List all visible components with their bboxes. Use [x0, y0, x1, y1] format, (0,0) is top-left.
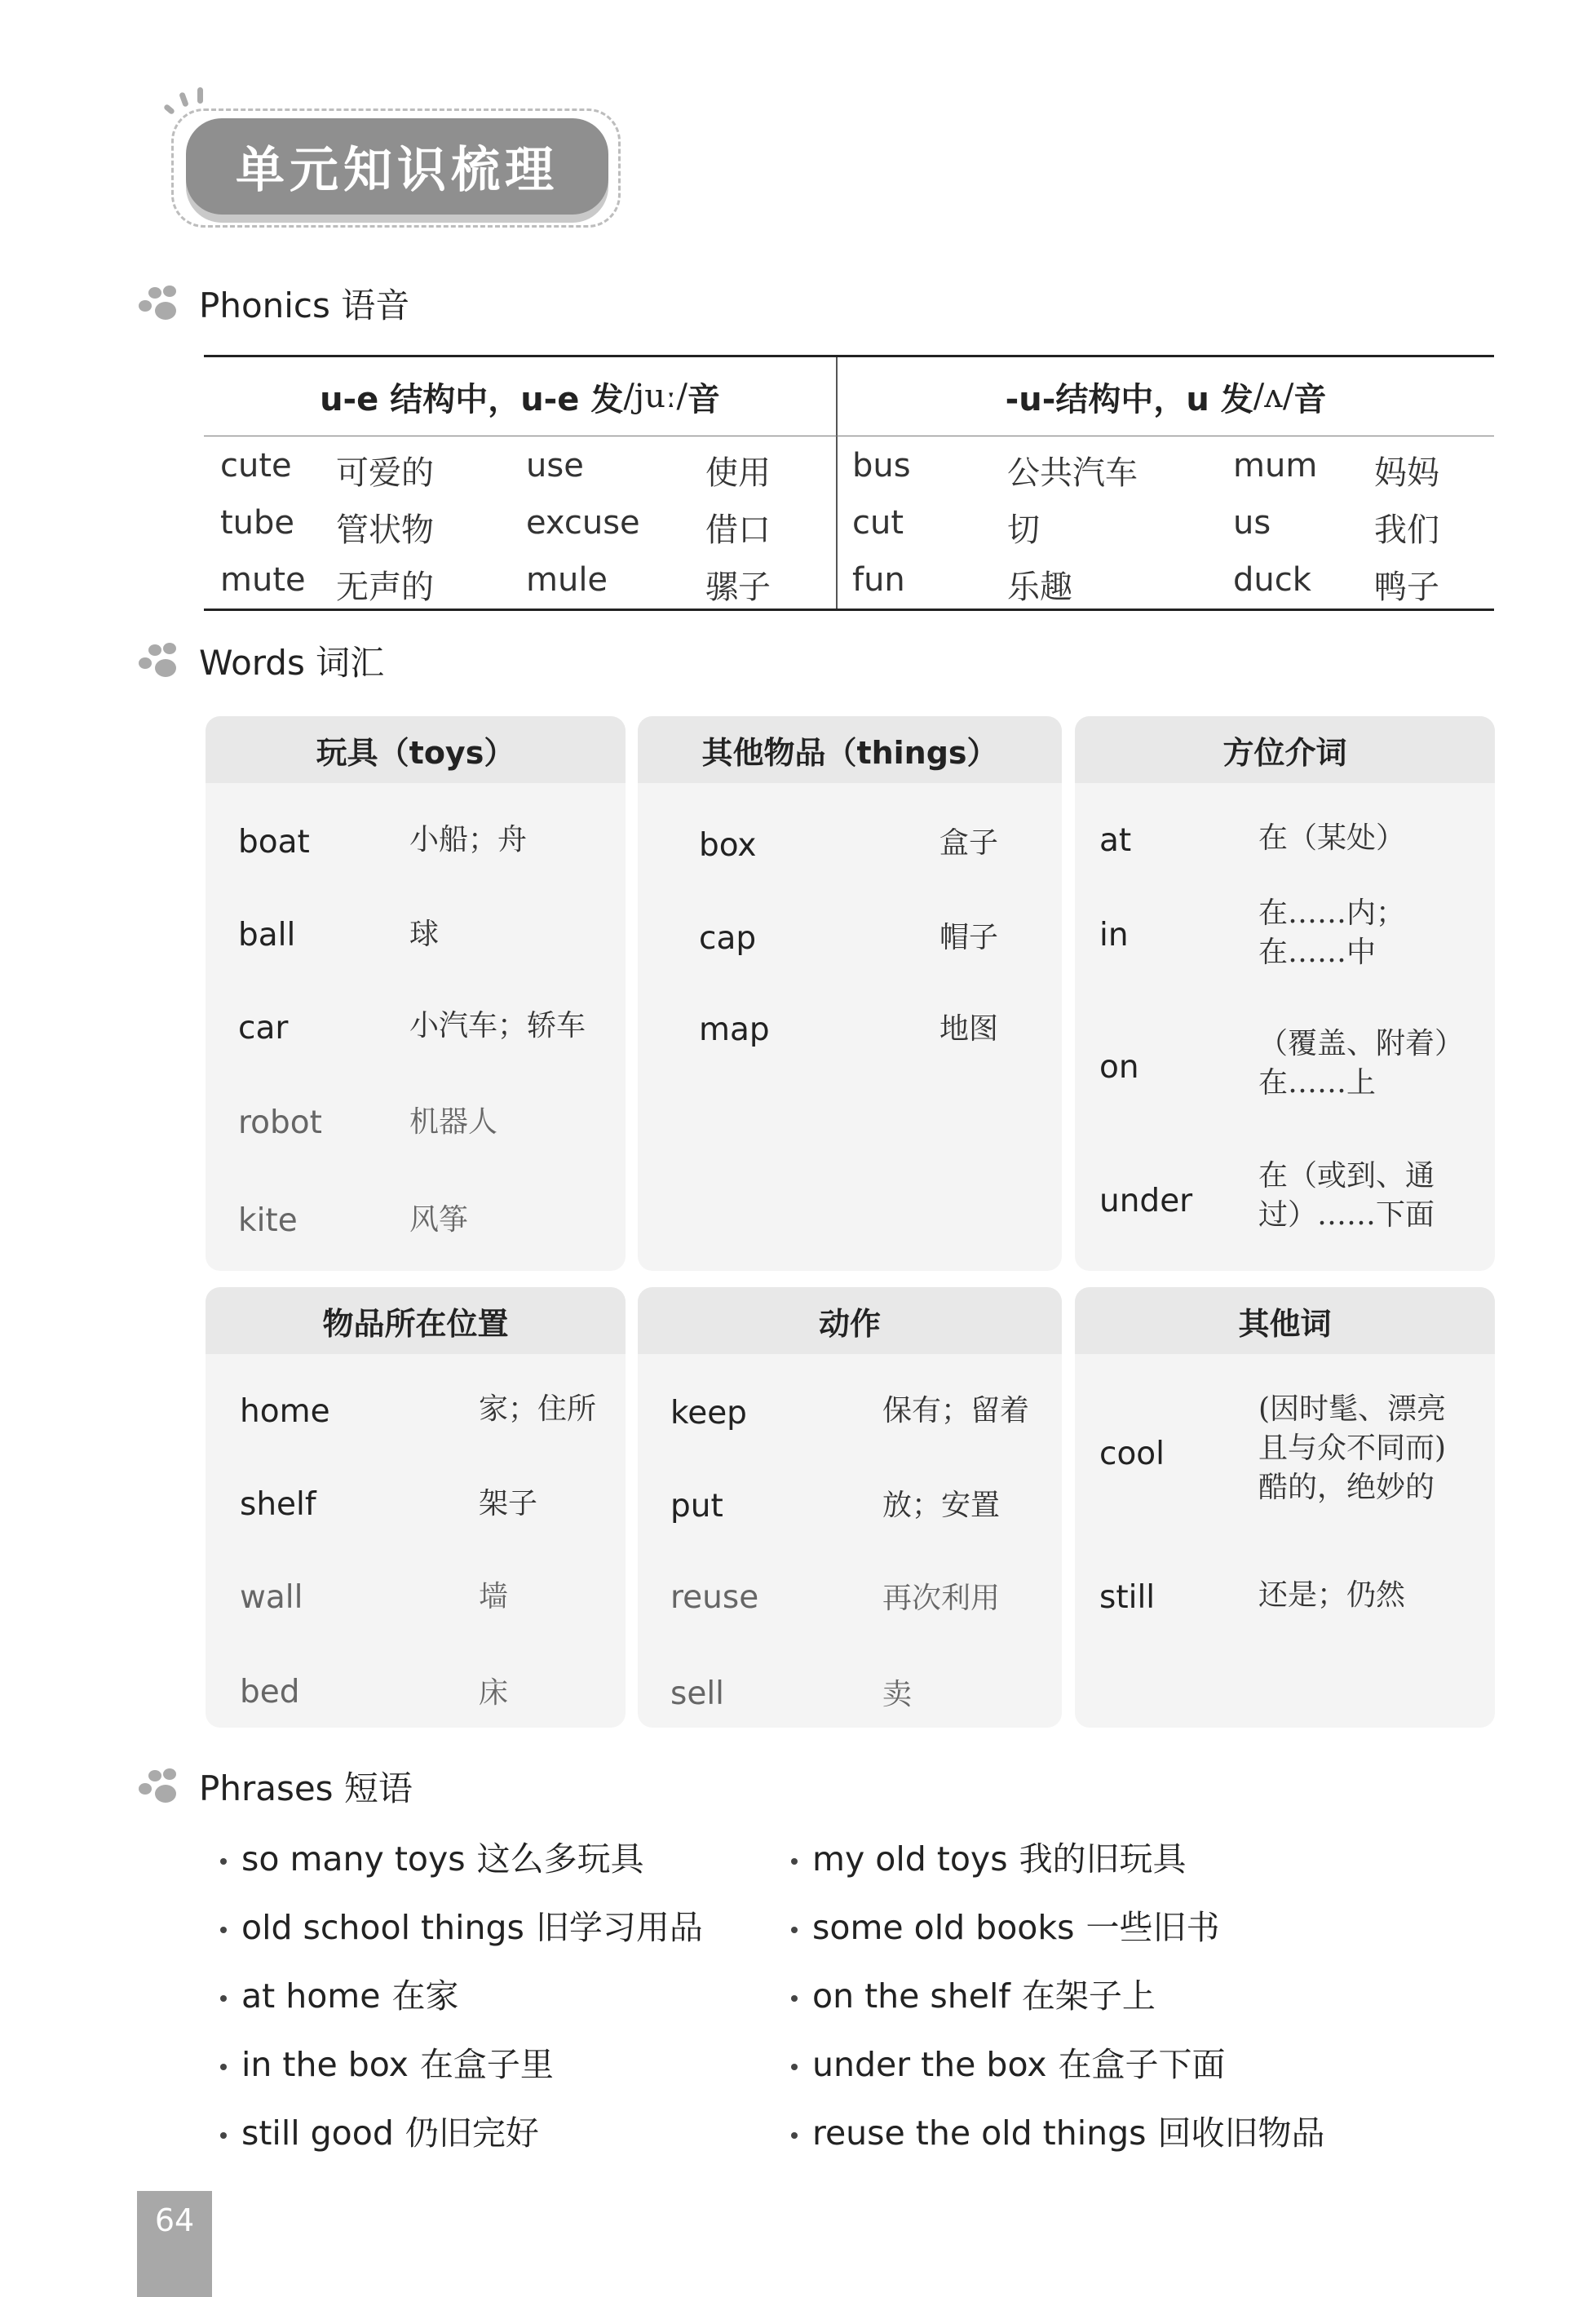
phrase-cn: 回收旧物品	[1157, 2113, 1325, 2153]
section-heading-phonics	[139, 279, 409, 328]
phrase-cn: 在家	[391, 1976, 459, 2016]
phrase-item	[791, 1832, 1187, 1880]
phrase-cn: 仍旧完好	[405, 2113, 539, 2153]
word-en: cool	[1099, 1436, 1165, 1472]
word-en: on	[1099, 1049, 1139, 1086]
phrase-cn: 这么多玩具	[476, 1839, 644, 1879]
word-box-title: 其他物品（things）	[638, 716, 1062, 783]
phrase-cn: 一些旧书	[1085, 1908, 1220, 1947]
word-box-things	[638, 716, 1062, 1271]
phonics-meaning: 可爱的	[336, 454, 434, 492]
word-box-places	[206, 1287, 626, 1728]
word-box-toys	[206, 716, 626, 1271]
word-cn: 放；安置	[882, 1489, 1001, 1522]
word-box-title: 方位介词	[1075, 716, 1495, 783]
phonics-word: cut	[852, 504, 904, 542]
word-box-others	[1075, 1287, 1495, 1728]
phonics-word: bus	[852, 447, 911, 485]
word-cn: 在……中	[1258, 936, 1377, 969]
phonics-word: mute	[220, 561, 306, 599]
phrase-en: my old toys	[812, 1839, 1008, 1879]
section-heading-words	[139, 636, 384, 685]
word-cn: 架子	[479, 1487, 538, 1520]
word-cn: 小汽车；轿车	[409, 1009, 586, 1042]
word-cn: 还是；仍然	[1258, 1578, 1406, 1612]
phonics-meaning: 妈妈	[1374, 454, 1439, 492]
phrase-cn: 在架子上	[1021, 1976, 1156, 2016]
phrase-cn: 在盒子里	[419, 2045, 554, 2084]
word-cn: (因时髦、漂亮	[1258, 1392, 1447, 1426]
word-cn: 且与众不同而)	[1258, 1432, 1447, 1465]
phonics-meaning: 借口	[705, 511, 771, 549]
phonics-word: fun	[852, 561, 905, 599]
ipa-symbol: /juː/	[623, 378, 687, 415]
bullet-icon	[220, 2064, 227, 2070]
paw-icon	[139, 1768, 181, 1804]
word-box-actions	[638, 1287, 1062, 1728]
phonics-word: mule	[526, 561, 608, 599]
header-text: 音	[1293, 380, 1327, 418]
phrase-en: old school things	[241, 1908, 524, 1947]
word-box-title: 其他词	[1075, 1287, 1495, 1354]
phonics-word: excuse	[526, 504, 640, 542]
word-cn: 地图	[939, 1012, 999, 1046]
bullet-icon	[220, 1927, 227, 1933]
phonics-word: duck	[1233, 561, 1311, 599]
word-cn: 再次利用	[882, 1582, 1001, 1615]
phrase-item	[220, 1832, 644, 1880]
word-en: at	[1099, 822, 1132, 859]
phrase-en: so many toys	[241, 1839, 466, 1879]
phrase-en: in the box	[241, 2045, 409, 2084]
word-cn: 盒子	[939, 826, 999, 860]
phonics-word: mum	[1233, 447, 1318, 485]
phonics-meaning: 无声的	[336, 569, 434, 606]
paw-icon	[139, 285, 181, 321]
phonics-word: cute	[220, 447, 292, 485]
word-box-title: 玩具（toys）	[206, 716, 626, 783]
paw-icon	[139, 643, 181, 679]
phrase-item	[220, 2038, 554, 2086]
word-en: ball	[238, 917, 296, 954]
phonics-meaning: 管状物	[336, 511, 434, 549]
phrase-cn: 在盒子下面	[1058, 2045, 1226, 2084]
word-cn: 床	[479, 1676, 509, 1710]
bullet-icon	[791, 1927, 798, 1933]
word-cn: （覆盖、附着）	[1258, 1027, 1465, 1060]
word-en: kite	[238, 1202, 298, 1239]
phonics-meaning: 公共汽车	[1007, 454, 1138, 492]
word-en: wall	[240, 1579, 303, 1616]
phrase-item	[220, 2106, 539, 2154]
word-cn: 球	[409, 918, 440, 951]
word-box-prepositions	[1075, 716, 1495, 1271]
word-cn: 过）……下面	[1258, 1198, 1435, 1232]
phonics-meaning: 乐趣	[1007, 569, 1072, 606]
phonics-word: use	[526, 447, 584, 485]
phrase-item	[791, 1969, 1156, 2017]
bullet-icon	[220, 1858, 227, 1865]
word-en: box	[699, 827, 757, 864]
word-en: home	[240, 1393, 330, 1430]
bullet-icon	[220, 2132, 227, 2139]
word-en: keep	[670, 1395, 747, 1432]
phrase-cn: 我的旧玩具	[1019, 1839, 1187, 1879]
phrase-item	[791, 2106, 1324, 2154]
phonics-meaning: 鸭子	[1374, 569, 1439, 606]
section-title: Phrases 短语	[199, 1768, 413, 1808]
phonics-table	[204, 355, 1494, 611]
word-en: boat	[238, 824, 310, 861]
header-text: u-e 结构中，u-e 发	[320, 380, 624, 418]
header-text: -u-结构中，u 发	[1005, 380, 1253, 418]
phrase-en: reuse the old things	[812, 2113, 1147, 2153]
phrase-en: some old books	[812, 1908, 1075, 1947]
bullet-icon	[791, 1995, 798, 2002]
phrase-item	[791, 2038, 1226, 2086]
word-cn: 保有；留着	[882, 1394, 1030, 1427]
phrase-item	[220, 1901, 703, 1949]
phonics-word: tube	[220, 504, 295, 542]
word-cn: 卖	[882, 1678, 913, 1711]
word-en: cap	[699, 920, 757, 957]
word-cn: 在（或到、通	[1258, 1159, 1435, 1193]
phrase-en: under the box	[812, 2045, 1047, 2084]
word-en: car	[238, 1010, 289, 1047]
word-en: bed	[240, 1674, 300, 1711]
word-box-title: 动作	[638, 1287, 1062, 1354]
section-title: Phonics 语音	[199, 285, 410, 325]
word-cn: 小船；舟	[409, 823, 528, 856]
phrase-en: at home	[241, 1976, 381, 2016]
word-en: map	[699, 1011, 770, 1048]
phonics-meaning: 我们	[1374, 511, 1439, 549]
word-en: reuse	[670, 1579, 759, 1616]
word-cn: 酷的，绝妙的	[1258, 1471, 1435, 1504]
word-cn: 墙	[479, 1580, 509, 1613]
word-en: still	[1099, 1579, 1156, 1616]
word-cn: 风筝	[409, 1203, 469, 1237]
word-en: robot	[238, 1104, 322, 1141]
phrase-en: still good	[241, 2113, 394, 2153]
phrase-en: on the shelf	[812, 1976, 1010, 2016]
banner-title: 单元知识梳理	[186, 118, 608, 215]
section-heading-phrases	[139, 1762, 413, 1811]
word-en: under	[1099, 1183, 1193, 1219]
word-en: in	[1099, 917, 1129, 954]
word-cn: 在……上	[1258, 1066, 1377, 1100]
phonics-meaning: 使用	[705, 454, 771, 492]
word-en: put	[670, 1488, 723, 1525]
phonics-header-right	[838, 357, 1494, 436]
word-box-title: 物品所在位置	[206, 1287, 626, 1354]
phonics-word: us	[1233, 504, 1271, 542]
bullet-icon	[791, 1858, 798, 1865]
bullet-icon	[220, 1995, 227, 2002]
section-title: Words 词汇	[199, 643, 385, 683]
phonics-header-left	[204, 357, 836, 436]
word-en: sell	[670, 1675, 724, 1712]
phonics-meaning: 骡子	[705, 569, 771, 606]
phrase-item	[220, 1969, 458, 2017]
word-en: shelf	[240, 1486, 316, 1523]
phrase-cn: 旧学习用品	[535, 1908, 703, 1947]
unit-banner	[171, 102, 628, 232]
word-cn: 家；住所	[479, 1392, 597, 1426]
phrase-item	[791, 1901, 1219, 1949]
word-cn: 在……内；	[1258, 896, 1406, 930]
word-cn: 机器人	[409, 1105, 498, 1139]
bullet-icon	[791, 2132, 798, 2139]
word-cn: 帽子	[939, 921, 999, 954]
page-number: 64	[137, 2191, 212, 2297]
ipa-symbol: /ʌ/	[1253, 378, 1294, 415]
word-cn: 在（某处）	[1258, 821, 1406, 855]
header-text: 音	[687, 380, 720, 418]
phonics-meaning: 切	[1007, 511, 1040, 549]
bullet-icon	[791, 2064, 798, 2070]
